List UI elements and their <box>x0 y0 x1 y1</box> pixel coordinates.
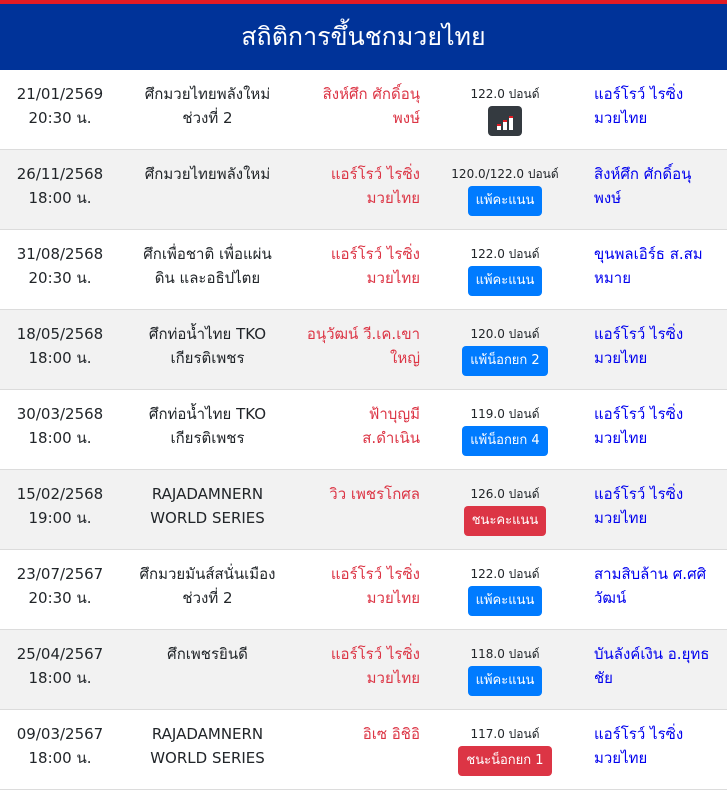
fight-date: 25/04/2567 18:00 น. <box>16 645 104 687</box>
result-badge[interactable]: ชนะคะแนน <box>464 506 547 536</box>
result-cell <box>420 482 590 549</box>
result-badge[interactable]: แพ้น็อกยก 2 <box>462 346 547 376</box>
blue-corner-fighter[interactable]: สามสิบล้าน ศ.ศศิ วัฒน์ <box>594 565 707 607</box>
weight: 120.0 ปอนด์ <box>470 327 540 341</box>
result-cell <box>420 722 590 789</box>
fight-date: 26/11/2568 18:00 น. <box>16 165 104 207</box>
weight: 117.0 ปอนด์ <box>470 727 540 741</box>
event-name: ศึกมวยมันส์สนั่นเมือง ช่วงที่ 2 <box>139 565 276 607</box>
fight-stats-table <box>0 70 727 790</box>
event-name: ศึกท่อน้ำไทย TKO เกียรติเพชร <box>148 405 267 447</box>
result-badge[interactable]: แพ้คะแนน <box>468 266 543 296</box>
table-row <box>0 550 727 630</box>
blue-corner-fighter[interactable]: แอร์โรว์ ไรซิ่ง มวยไทย <box>594 405 684 447</box>
event-name: RAJADAMNERN WORLD SERIES <box>150 485 265 527</box>
result-badge[interactable]: แพ้น็อกยก 4 <box>462 426 547 456</box>
weight: 118.0 ปอนด์ <box>470 647 540 661</box>
fight-date: 15/02/2568 19:00 น. <box>16 485 104 527</box>
blue-corner-fighter[interactable]: แอร์โรว์ ไรซิ่ง มวยไทย <box>594 85 684 127</box>
table-row <box>0 470 727 550</box>
red-corner-fighter: แอร์โรว์ ไรซิ่ง มวยไทย <box>330 565 420 607</box>
table-row <box>0 310 727 390</box>
fight-date: 21/01/2569 20:30 น. <box>16 85 104 127</box>
weight: 120.0/122.0 ปอนด์ <box>451 167 559 181</box>
red-corner-fighter: แอร์โรว์ ไรซิ่ง มวยไทย <box>330 165 420 207</box>
fight-date: 23/07/2567 20:30 น. <box>16 565 104 607</box>
red-corner-fighter: อนุวัฒน์ วี.เค.เขา ใหญ่ <box>306 325 420 367</box>
table-row <box>0 150 727 230</box>
table-row <box>0 710 727 790</box>
blue-corner-fighter[interactable]: แอร์โรว์ ไรซิ่ง มวยไทย <box>594 725 684 767</box>
table-row <box>0 230 727 310</box>
fight-date: 18/05/2568 18:00 น. <box>16 325 104 367</box>
result-cell <box>420 562 590 629</box>
blue-corner-fighter[interactable]: แอร์โรว์ ไรซิ่ง มวยไทย <box>594 485 684 527</box>
fight-date: 09/03/2567 18:00 น. <box>16 725 104 767</box>
result-cell <box>420 322 590 389</box>
event-name: ศึกท่อน้ำไทย TKO เกียรติเพชร <box>148 325 267 367</box>
result-cell <box>420 402 590 469</box>
event-name: ศึกมวยไทยพลังใหม่ ช่วงที่ 2 <box>144 85 271 127</box>
red-corner-fighter: สิงห์ศึก ศักดิ์อนุ พงษ์ <box>322 85 420 127</box>
fight-date: 30/03/2568 18:00 น. <box>16 405 104 447</box>
blue-corner-fighter[interactable]: ขุนพลเอิร์ธ ส.สม หมาย <box>594 245 703 287</box>
result-badge[interactable]: ชนะน็อกยก 1 <box>458 746 551 776</box>
blue-corner-fighter[interactable]: บันลังค์เงิน อ.ยุทธ ชัย <box>594 645 710 687</box>
page-header <box>0 0 727 70</box>
event-name: ศึกเพื่อชาติ เพื่อแผ่น ดิน และอธิปไตย <box>143 245 272 287</box>
red-corner-fighter: แอร์โรว์ ไรซิ่ง มวยไทย <box>330 645 420 687</box>
blue-corner-fighter[interactable]: สิงห์ศึก ศักดิ์อนุ พงษ์ <box>594 165 692 207</box>
bar-chart-icon[interactable] <box>488 106 522 136</box>
page-title: สถิติการขึ้นชกมวยไทย <box>241 22 486 51</box>
event-name: ศึกมวยไทยพลังใหม่ <box>144 165 271 183</box>
weight: 122.0 ปอนด์ <box>470 567 540 581</box>
result-cell <box>420 642 590 709</box>
weight: 126.0 ปอนด์ <box>470 487 540 501</box>
result-cell <box>420 162 590 229</box>
fight-date: 31/08/2568 20:30 น. <box>16 245 104 287</box>
red-corner-fighter: วิว เพชรโกศล <box>329 485 420 503</box>
result-badge[interactable]: แพ้คะแนน <box>468 666 543 696</box>
result-badge[interactable]: แพ้คะแนน <box>468 586 543 616</box>
event-name: RAJADAMNERN WORLD SERIES <box>150 725 265 767</box>
result-cell <box>420 242 590 309</box>
weight: 122.0 ปอนด์ <box>470 87 540 101</box>
red-corner-fighter: ฟ้าบุญมี ส.ดำเนิน <box>362 405 420 447</box>
weight: 122.0 ปอนด์ <box>470 247 540 261</box>
result-cell <box>420 82 590 149</box>
table-row <box>0 630 727 710</box>
blue-corner-fighter[interactable]: แอร์โรว์ ไรซิ่ง มวยไทย <box>594 325 684 367</box>
event-name: ศึกเพชรยินดี <box>167 645 248 663</box>
result-badge[interactable]: แพ้คะแนน <box>468 186 543 216</box>
table-row <box>0 70 727 150</box>
red-corner-fighter: แอร์โรว์ ไรซิ่ง มวยไทย <box>330 245 420 287</box>
red-corner-fighter: อิเซ อิชิอิ <box>362 725 420 743</box>
weight: 119.0 ปอนด์ <box>470 407 540 421</box>
table-row <box>0 390 727 470</box>
